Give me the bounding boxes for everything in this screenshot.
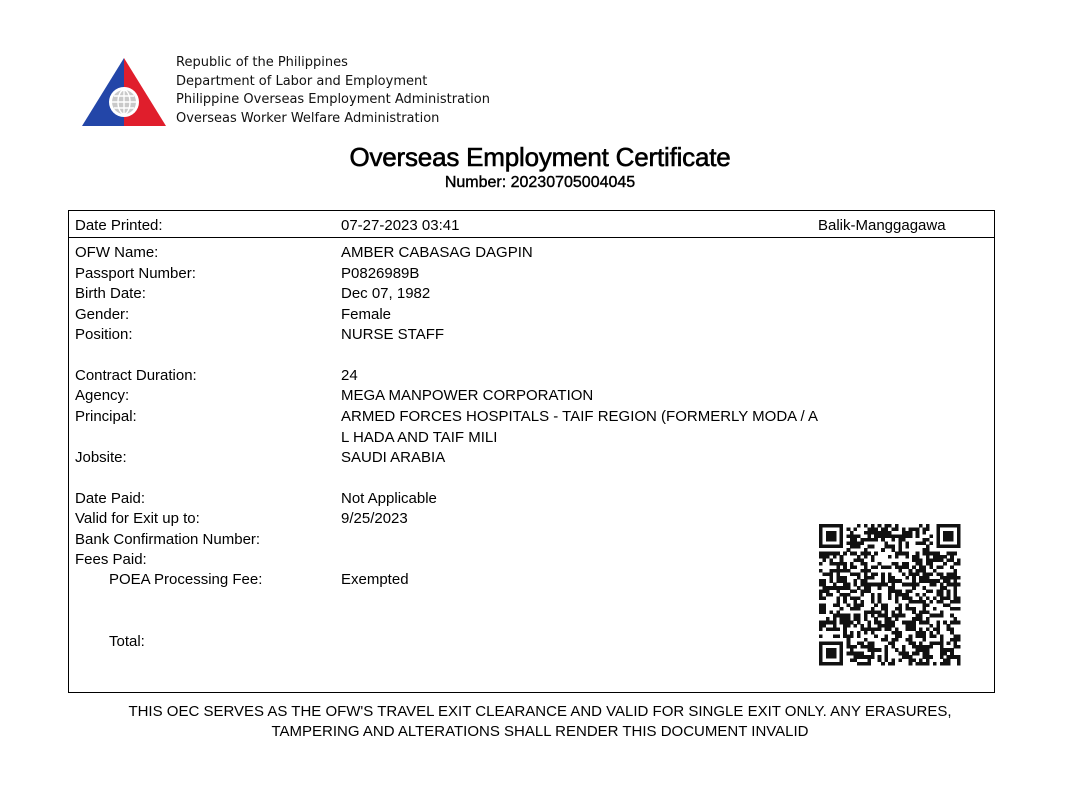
principal-value-line2: L HADA AND TAIF MILI xyxy=(341,429,498,446)
contract-duration-label: Contract Duration: xyxy=(75,367,197,384)
qr-code-icon xyxy=(807,512,973,676)
passport-number-label: Passport Number: xyxy=(75,265,196,282)
date-paid-label: Date Paid: xyxy=(75,490,146,507)
issuing-agencies xyxy=(176,54,490,128)
principal-value-line1: ARMED FORCES HOSPITALS - TAIF REGION (FORMERLY MODA / A xyxy=(341,408,819,425)
position-value: NURSE STAFF xyxy=(341,326,445,343)
contract-duration-value: 24 xyxy=(341,367,358,384)
ofw-name-label: OFW Name: xyxy=(75,244,159,261)
valid-exit-value: 9/25/2023 xyxy=(341,510,408,527)
agency-line-poea: Philippine Overseas Employment Administration xyxy=(176,92,490,107)
ofw-name-value: AMBER CABASAG DAGPIN xyxy=(341,244,533,261)
worker-category: Balik-Manggagawa xyxy=(818,217,946,234)
header-row-divider xyxy=(68,237,995,238)
birth-date-label: Birth Date: xyxy=(75,285,146,302)
passport-number-value: P0826989B xyxy=(341,265,420,282)
fees-paid-label: Fees Paid: xyxy=(75,551,147,568)
position-label: Position: xyxy=(75,326,133,343)
date-paid-value: Not Applicable xyxy=(341,490,437,507)
poea-fee-label: POEA Processing Fee: xyxy=(109,571,263,588)
gender-label: Gender: xyxy=(75,306,130,323)
certificate-title: Overseas Employment Certificate xyxy=(349,142,731,172)
jobsite-value: SAUDI ARABIA xyxy=(341,449,446,466)
validity-notice-line2: TAMPERING AND ALTERATIONS SHALL RENDER THIS DOCUMENT INVALID xyxy=(271,723,809,740)
agency-line-republic: Republic of the Philippines xyxy=(176,55,348,70)
agency-value: MEGA MANPOWER CORPORATION xyxy=(341,387,594,404)
date-printed-value: 07-27-2023 03:41 xyxy=(341,217,460,234)
certificate-number: Number: 20230705004045 xyxy=(444,174,636,191)
agency-line-dole: Department of Labor and Employment xyxy=(176,73,428,89)
poea-fee-value: Exempted xyxy=(341,571,409,588)
birth-date-value: Dec 07, 1982 xyxy=(341,285,431,302)
dole-triangle-seal-icon xyxy=(80,56,168,128)
date-printed-label: Date Printed: xyxy=(75,217,163,234)
jobsite-label: Jobsite: xyxy=(75,449,127,466)
total-label: Total: xyxy=(109,633,145,650)
validity-notice xyxy=(0,702,1080,742)
gender-value: Female xyxy=(341,306,392,323)
validity-notice-line1: THIS OEC SERVES AS THE OFW'S TRAVEL EXIT CLEARANCE AND VALID FOR SINGLE EXIT ONLY. ANY ERASURES, xyxy=(128,703,952,720)
bank-confirmation-label: Bank Confirmation Number: xyxy=(75,531,261,548)
valid-exit-label: Valid for Exit up to: xyxy=(75,510,200,527)
agency-line-owwa: Overseas Worker Welfare Administration xyxy=(176,110,440,126)
principal-label: Principal: xyxy=(75,408,137,425)
agency-label: Agency: xyxy=(75,387,130,404)
